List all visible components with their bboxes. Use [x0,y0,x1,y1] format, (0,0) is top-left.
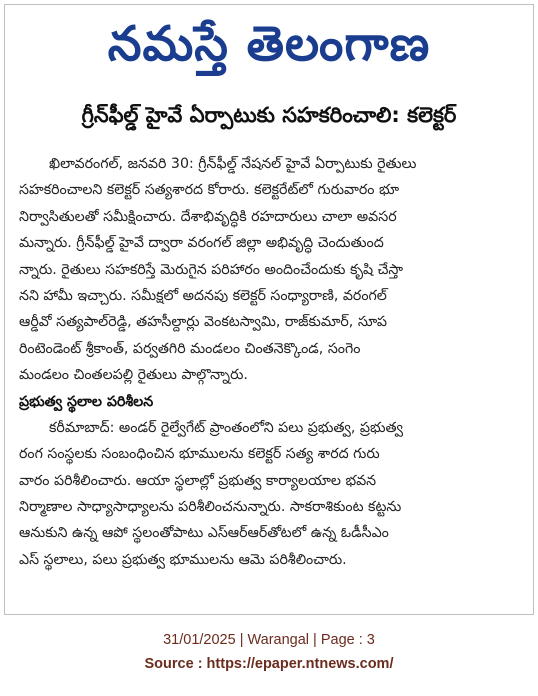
article-line: నిర్మాణాల సాధ్యాసాధ్యాలను పరిశీలించనున్నారు. సాకరాశికుంట కట్టను [19,499,402,516]
edition-info: 31/01/2025 | Warangal | Page : 3 [163,632,375,648]
article-line: ఖిలావరంగల్, జనవరి 30: గ్రీన్‌ఫీల్డ్ నేషనల్ హైవే ఏర్పాటుకు రైతులు [49,156,417,172]
article-line: కరీమాబాద్: అండర్ రైల్వేగేట్ ప్రాంతంలోని పలు ప్రభుత్వ, ప్రభుత్వ [49,419,403,436]
article-body [19,151,519,573]
article-line: రంగ సంస్థలకు సంబంధించిన భూములను కలెక్టర్ సత్య శారద గురు [19,446,380,463]
article-subheading: ప్రభుత్వ స్థలాల పరిశీలన [19,393,154,410]
article-line: ఆనుకుని ఉన్న ఆపో స్థలంతోపాటు ఎస్‌ఆర్‌ఆర్‌తోటలో ఉన్న ఓడీసీఎం [19,525,389,542]
article-line: ఆర్డీవో సత్యపాల్‌రెడ్డి, తహసీల్దార్లు వెంకటస్వామి, రాజ్‌కుమార్, సూప [19,314,387,331]
news-clipping [4,4,534,615]
masthead-logo-text: నమస్తే తెలంగాణ [107,16,431,72]
article-line: మన్నారు. గ్రీన్‌ఫీల్డ్ హైవే ద్వారా వరంగల్ జిల్లా అభివృద్ధి చెందుతుంద [19,235,384,252]
article-line: నిర్వాసితులతో సమీక్షించారు. దేశాభివృద్ధికి రహదారులు చాలా అవసర [19,208,397,225]
article-headline: గ్రీన్‌ఫీల్డ్ హైవే ఏర్పాటుకు సహకరించాలి: కలెక్టర్ [81,103,457,127]
article-line: నని హామీ ఇచ్చారు. సమీక్షలో అదనపు కలెక్టర్ సంధ్యారాణి, వరంగల్ [19,287,387,304]
article-line: మండలం చింతలపల్లి రైతులు పాల్గొన్నారు. [19,367,248,384]
article-line: న్నారు. రైతులు సహకరిస్తే మెరుగైన పరిహారం అందించేందుకు కృషి చేస్తా [19,261,404,278]
article-line: రింటెండెంట్ శ్రీకాంత్, పర్వతగిరి మండలం చింతనెక్కొండ, సంగెం [19,340,361,357]
article-line: సహకరించాలని కలెక్టర్ సత్యశారద కోరారు. కలెక్టరేట్‌లో గురువారం భూ [19,182,400,199]
article-line: వారం పరిశీలించారు. ఆయా స్థలాల్లో ప్రభుత్వ కార్యాలయాల భవన [19,472,377,489]
newspaper-masthead [5,9,533,79]
article-line: ఎస్ స్థలాలు, పలు ప్రభుత్వ భూములను ఆమె పరిశీలించారు. [19,551,347,568]
source-link[interactable]: Source : https://epaper.ntnews.com/ [144,656,394,672]
